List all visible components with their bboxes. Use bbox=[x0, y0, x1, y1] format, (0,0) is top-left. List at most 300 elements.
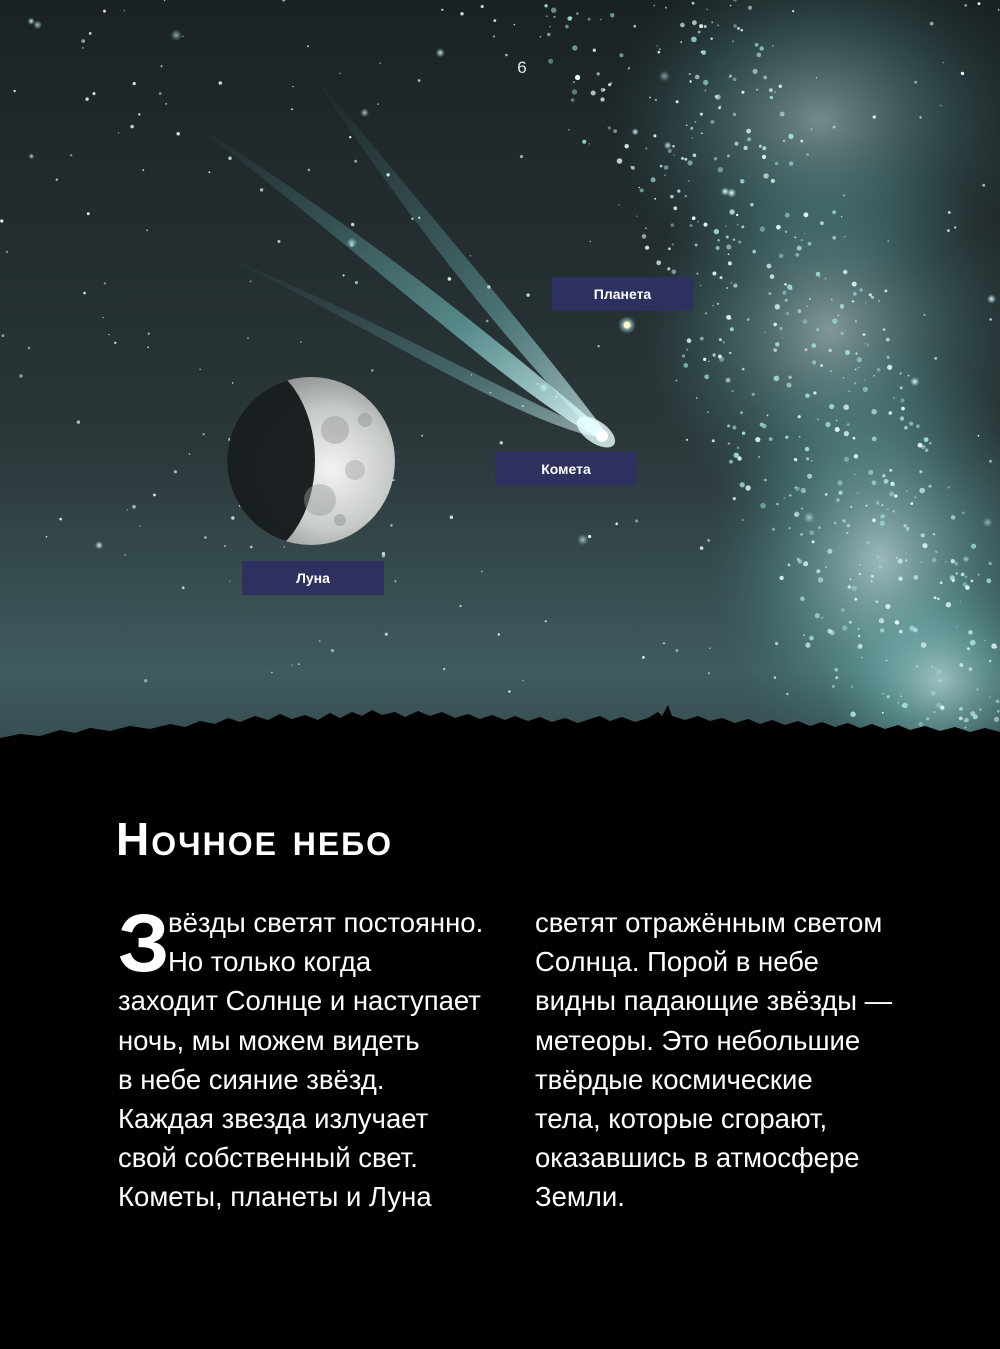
star bbox=[83, 292, 86, 295]
milky-way-star bbox=[714, 229, 719, 234]
milky-way-star bbox=[812, 343, 817, 348]
milky-way-star bbox=[840, 305, 844, 309]
milky-way-star bbox=[892, 510, 894, 512]
milky-way-star bbox=[619, 204, 620, 205]
milky-way-star bbox=[859, 573, 861, 575]
milky-way-star bbox=[760, 503, 766, 509]
star bbox=[231, 516, 234, 519]
star bbox=[421, 435, 423, 437]
milky-way-star bbox=[713, 353, 716, 356]
milky-way-star bbox=[898, 577, 902, 581]
label-comet-text: Комета bbox=[541, 461, 591, 477]
star bbox=[863, 333, 866, 336]
milky-way-star bbox=[965, 585, 970, 590]
milky-way-star bbox=[829, 404, 834, 409]
star bbox=[118, 132, 119, 133]
star bbox=[46, 536, 48, 538]
star bbox=[759, 145, 762, 148]
milky-way-star bbox=[844, 431, 849, 436]
milky-way-star bbox=[877, 556, 879, 558]
star bbox=[284, 546, 285, 547]
milky-way-star bbox=[698, 31, 701, 34]
milky-way-star bbox=[803, 634, 805, 636]
text-line: Земли. bbox=[535, 1181, 625, 1213]
star bbox=[182, 586, 185, 589]
milky-way-star bbox=[690, 224, 693, 227]
star bbox=[707, 411, 709, 413]
star bbox=[978, 2, 981, 5]
milky-way-star bbox=[804, 212, 809, 217]
star bbox=[705, 312, 707, 314]
milky-way-star bbox=[654, 198, 656, 200]
star bbox=[377, 103, 379, 105]
star bbox=[505, 54, 508, 57]
star bbox=[545, 620, 547, 622]
milky-way-star bbox=[705, 90, 707, 92]
star bbox=[945, 561, 946, 562]
text-line: Но только когда bbox=[168, 946, 372, 978]
milky-way-star bbox=[801, 239, 802, 240]
star bbox=[855, 369, 857, 371]
milky-way-star bbox=[858, 635, 860, 637]
milky-way-star bbox=[645, 227, 647, 229]
milky-way-star bbox=[712, 272, 716, 276]
star bbox=[948, 211, 951, 214]
milky-way-star bbox=[895, 620, 899, 624]
milky-way-star bbox=[546, 15, 548, 17]
label-comet bbox=[495, 452, 637, 486]
milky-way-star bbox=[733, 78, 737, 82]
star bbox=[19, 374, 22, 377]
star bbox=[371, 369, 373, 371]
star bbox=[170, 29, 182, 41]
milky-way-star bbox=[978, 574, 980, 576]
milky-way-star bbox=[843, 404, 849, 410]
milky-way-star bbox=[762, 146, 766, 150]
milky-way-star bbox=[693, 154, 697, 158]
star bbox=[577, 534, 588, 545]
star bbox=[686, 439, 688, 441]
milky-way-star bbox=[680, 41, 682, 43]
milky-way-star bbox=[703, 80, 708, 85]
milky-way-star bbox=[846, 532, 848, 534]
milky-way-star bbox=[843, 270, 847, 274]
star bbox=[87, 212, 90, 215]
star bbox=[307, 45, 309, 47]
star bbox=[174, 470, 177, 473]
milky-way-star bbox=[894, 494, 897, 497]
star bbox=[390, 524, 392, 526]
milky-way-star bbox=[809, 636, 814, 641]
milky-way-star bbox=[805, 447, 809, 451]
milky-way-star bbox=[700, 113, 703, 116]
milky-way-star bbox=[645, 246, 649, 250]
milky-way-star bbox=[820, 221, 824, 225]
milky-way-star bbox=[854, 598, 857, 601]
star bbox=[343, 274, 345, 276]
milky-way-star bbox=[695, 75, 700, 80]
star bbox=[729, 75, 732, 78]
milky-way-star bbox=[832, 210, 836, 214]
star bbox=[712, 439, 715, 442]
star bbox=[481, 571, 482, 572]
milky-way-star bbox=[857, 357, 862, 362]
star bbox=[418, 79, 421, 82]
milky-way-star bbox=[880, 521, 885, 526]
star bbox=[291, 108, 293, 110]
star bbox=[441, 9, 443, 11]
star bbox=[382, 554, 385, 557]
star bbox=[291, 664, 292, 665]
milky-way-star bbox=[892, 484, 895, 487]
milky-way-star bbox=[806, 153, 809, 156]
star bbox=[934, 357, 937, 360]
milky-way-star bbox=[774, 376, 780, 382]
milky-way-star bbox=[694, 121, 696, 123]
star bbox=[653, 134, 656, 137]
milky-way-star bbox=[847, 423, 850, 426]
milky-way-star bbox=[664, 174, 666, 176]
milky-way-star bbox=[841, 608, 845, 612]
milky-way-star bbox=[916, 424, 920, 428]
star bbox=[871, 575, 874, 578]
star bbox=[664, 141, 672, 149]
milky-way-star bbox=[629, 66, 630, 67]
milky-way-star bbox=[733, 284, 737, 288]
star bbox=[598, 345, 600, 347]
milky-way-star bbox=[876, 501, 879, 504]
star bbox=[742, 91, 745, 94]
star bbox=[554, 16, 556, 18]
milky-way-star bbox=[909, 422, 913, 426]
star bbox=[792, 10, 794, 12]
star bbox=[615, 523, 618, 526]
milky-way-star bbox=[801, 508, 803, 510]
star bbox=[881, 504, 883, 506]
star bbox=[962, 555, 969, 562]
milky-way-star bbox=[779, 327, 782, 330]
star bbox=[859, 564, 860, 565]
milky-way-star bbox=[640, 188, 644, 192]
star bbox=[873, 115, 876, 118]
milky-way-star bbox=[704, 25, 707, 28]
label-planet-text: Планета bbox=[593, 286, 652, 302]
star bbox=[526, 293, 529, 296]
milky-way-star bbox=[817, 418, 819, 420]
label-moon bbox=[242, 561, 384, 595]
milky-way-star bbox=[593, 49, 596, 52]
milky-way-star bbox=[837, 480, 842, 485]
star bbox=[486, 320, 489, 323]
milky-way-star bbox=[601, 88, 605, 92]
milky-way-star bbox=[756, 89, 758, 91]
milky-way-star bbox=[918, 443, 923, 448]
milky-way-star bbox=[747, 318, 750, 321]
milky-way-star bbox=[935, 668, 936, 669]
milky-way-star bbox=[929, 442, 932, 445]
milky-way-star bbox=[659, 48, 661, 50]
milky-way-star bbox=[732, 390, 734, 392]
star bbox=[450, 516, 453, 519]
milky-way-star bbox=[737, 446, 740, 449]
text-line: тела, которые сгорают, bbox=[535, 1103, 828, 1135]
milky-way-star bbox=[937, 598, 940, 601]
label-planet bbox=[552, 277, 693, 311]
milky-way-star bbox=[774, 323, 777, 326]
milky-way-star bbox=[951, 515, 955, 519]
milky-way-star bbox=[850, 506, 852, 508]
star bbox=[132, 505, 136, 509]
milky-way-star bbox=[572, 45, 577, 50]
milky-way-star bbox=[961, 573, 965, 577]
milky-way-star bbox=[854, 474, 855, 475]
milky-way-star bbox=[715, 94, 720, 99]
milky-way-star bbox=[852, 586, 857, 591]
milky-way-star bbox=[861, 657, 862, 658]
star bbox=[130, 125, 133, 128]
star bbox=[659, 71, 670, 82]
milky-way-star bbox=[989, 696, 991, 698]
milky-way-star bbox=[730, 5, 732, 7]
text-line: ночь, мы можем видеть bbox=[118, 1024, 420, 1056]
milky-way-star bbox=[868, 470, 873, 475]
text-line: свой собственный свет. bbox=[118, 1142, 418, 1174]
milky-way-star bbox=[633, 25, 636, 28]
milky-way-star bbox=[701, 133, 703, 135]
milky-way-star bbox=[728, 442, 730, 444]
star bbox=[208, 171, 210, 173]
star bbox=[785, 299, 788, 302]
milky-way-star bbox=[869, 293, 872, 296]
star bbox=[816, 77, 817, 78]
star bbox=[905, 559, 907, 561]
milky-way-star bbox=[717, 303, 719, 305]
milky-way-star bbox=[769, 88, 773, 92]
star bbox=[635, 520, 638, 523]
milky-way-star bbox=[971, 580, 974, 583]
star bbox=[871, 296, 874, 299]
star bbox=[147, 347, 149, 349]
star bbox=[114, 342, 116, 344]
star bbox=[127, 509, 128, 510]
milky-way-star bbox=[840, 332, 844, 336]
milky-way-star bbox=[727, 155, 730, 158]
milky-way-star bbox=[685, 195, 687, 197]
milky-way-star bbox=[805, 348, 808, 351]
milky-way-star bbox=[689, 73, 691, 75]
star bbox=[849, 621, 852, 624]
star bbox=[493, 35, 495, 37]
milky-way-star bbox=[762, 155, 766, 159]
milky-way-star bbox=[827, 629, 832, 634]
star bbox=[77, 420, 80, 423]
star bbox=[360, 108, 369, 117]
star bbox=[385, 633, 388, 636]
milky-way-star bbox=[684, 363, 689, 368]
milky-way-star bbox=[921, 642, 927, 648]
milky-way-star bbox=[827, 549, 832, 554]
milky-way-star bbox=[809, 530, 814, 535]
star bbox=[138, 113, 140, 115]
milky-way-star bbox=[619, 53, 623, 57]
milky-way-star bbox=[745, 485, 750, 490]
star bbox=[459, 605, 461, 607]
milky-way-star bbox=[952, 579, 955, 582]
star bbox=[81, 39, 85, 43]
star bbox=[713, 305, 714, 306]
milky-way-star bbox=[805, 394, 809, 398]
milky-way-star bbox=[803, 563, 806, 566]
milky-way-star bbox=[854, 382, 856, 384]
milky-way-star bbox=[572, 89, 577, 94]
milky-way-star bbox=[718, 167, 723, 172]
milky-way-star bbox=[848, 585, 851, 588]
planet-icon bbox=[618, 316, 636, 334]
milky-way-star bbox=[696, 397, 697, 398]
milky-way-star bbox=[665, 7, 667, 9]
milky-way-star bbox=[946, 602, 951, 607]
milky-way-star bbox=[818, 577, 824, 583]
milky-way-star bbox=[900, 416, 904, 420]
milky-way-star bbox=[728, 261, 732, 265]
milky-way-star bbox=[843, 519, 846, 522]
milky-way-star bbox=[775, 342, 779, 346]
star bbox=[989, 318, 992, 321]
milky-way-star bbox=[725, 226, 726, 227]
milky-way-star bbox=[784, 283, 787, 286]
star bbox=[351, 223, 354, 226]
milky-way-star bbox=[857, 644, 862, 649]
milky-way-star bbox=[591, 91, 596, 96]
milky-way-star bbox=[899, 630, 903, 634]
star bbox=[967, 647, 970, 650]
milky-way-star bbox=[691, 37, 697, 43]
star bbox=[789, 494, 792, 497]
milky-way-star bbox=[710, 120, 714, 124]
star bbox=[568, 129, 570, 131]
star bbox=[298, 663, 300, 665]
milky-way-star bbox=[684, 158, 687, 161]
milky-way-star bbox=[759, 46, 764, 51]
milky-way-star bbox=[687, 160, 692, 165]
milky-way-star bbox=[768, 292, 771, 295]
milky-way-star bbox=[841, 216, 843, 218]
milky-way-star bbox=[812, 360, 816, 364]
star bbox=[758, 456, 760, 458]
milky-way-star bbox=[816, 272, 821, 277]
milky-way-star bbox=[857, 493, 858, 494]
text-line: в небе сияние звёзд. bbox=[118, 1063, 385, 1095]
milky-way-star bbox=[776, 503, 778, 505]
milky-way-star bbox=[800, 597, 805, 602]
milky-way-star bbox=[852, 300, 854, 302]
milky-way-star bbox=[798, 309, 802, 313]
star bbox=[882, 474, 885, 477]
milky-way-star bbox=[582, 140, 586, 144]
milky-way-star bbox=[835, 676, 838, 679]
star bbox=[260, 188, 263, 191]
milky-way-star bbox=[989, 562, 992, 565]
star bbox=[878, 300, 879, 301]
milky-way-star bbox=[839, 491, 843, 495]
star bbox=[767, 414, 769, 416]
star bbox=[709, 648, 710, 649]
star bbox=[721, 187, 730, 196]
star bbox=[795, 514, 798, 517]
milky-way-star bbox=[916, 665, 918, 667]
star bbox=[590, 241, 591, 242]
milky-way-star bbox=[741, 225, 744, 228]
star bbox=[632, 128, 639, 135]
milky-way-star bbox=[903, 524, 906, 527]
milky-way-star bbox=[898, 559, 903, 564]
milky-way-star bbox=[692, 137, 694, 139]
star bbox=[308, 169, 311, 172]
star bbox=[339, 73, 341, 75]
star bbox=[13, 90, 15, 92]
milky-way-star bbox=[986, 578, 991, 583]
milky-way-star bbox=[718, 107, 721, 110]
star bbox=[204, 536, 206, 538]
star bbox=[203, 433, 205, 435]
milky-way-star bbox=[779, 254, 784, 259]
star bbox=[247, 337, 248, 338]
milky-way-star bbox=[701, 50, 706, 55]
star bbox=[597, 72, 600, 75]
milky-way-star bbox=[672, 243, 674, 245]
text-column-left bbox=[118, 898, 523, 1217]
star bbox=[70, 154, 72, 156]
star bbox=[670, 195, 674, 199]
milky-way-star bbox=[965, 576, 968, 579]
milky-way-star bbox=[996, 700, 1000, 704]
milky-way-star bbox=[880, 514, 884, 518]
star bbox=[883, 328, 886, 331]
star bbox=[847, 524, 850, 527]
star bbox=[600, 19, 602, 21]
milky-way-star bbox=[779, 85, 782, 88]
drop-cap: З bbox=[118, 898, 170, 989]
milky-way-star bbox=[755, 437, 760, 442]
label-moon-text: Луна bbox=[296, 570, 330, 586]
milky-way-star bbox=[782, 291, 786, 295]
milky-way-star bbox=[937, 669, 942, 674]
star bbox=[982, 184, 985, 187]
star bbox=[514, 24, 516, 26]
milky-way-star bbox=[899, 372, 901, 374]
milky-way-star bbox=[818, 526, 821, 529]
star bbox=[28, 347, 31, 350]
star bbox=[658, 51, 661, 54]
milky-way-star bbox=[764, 479, 767, 482]
text-line: заходит Солнце и наступает bbox=[118, 985, 481, 1017]
star bbox=[833, 126, 836, 129]
milky-way-star bbox=[681, 157, 684, 160]
milky-way-star bbox=[752, 393, 755, 396]
milky-way-star bbox=[857, 628, 859, 630]
star bbox=[998, 9, 1000, 11]
milky-way-star bbox=[812, 540, 815, 543]
milky-way-star bbox=[884, 479, 889, 484]
star bbox=[182, 36, 184, 38]
star bbox=[224, 545, 226, 547]
star bbox=[159, 92, 162, 95]
milky-way-star bbox=[863, 387, 868, 392]
text-line: Кометы, планеты и Луна bbox=[118, 1181, 432, 1213]
milky-way-star bbox=[767, 264, 772, 269]
milky-way-star bbox=[649, 97, 651, 99]
milky-way-star bbox=[824, 278, 826, 280]
